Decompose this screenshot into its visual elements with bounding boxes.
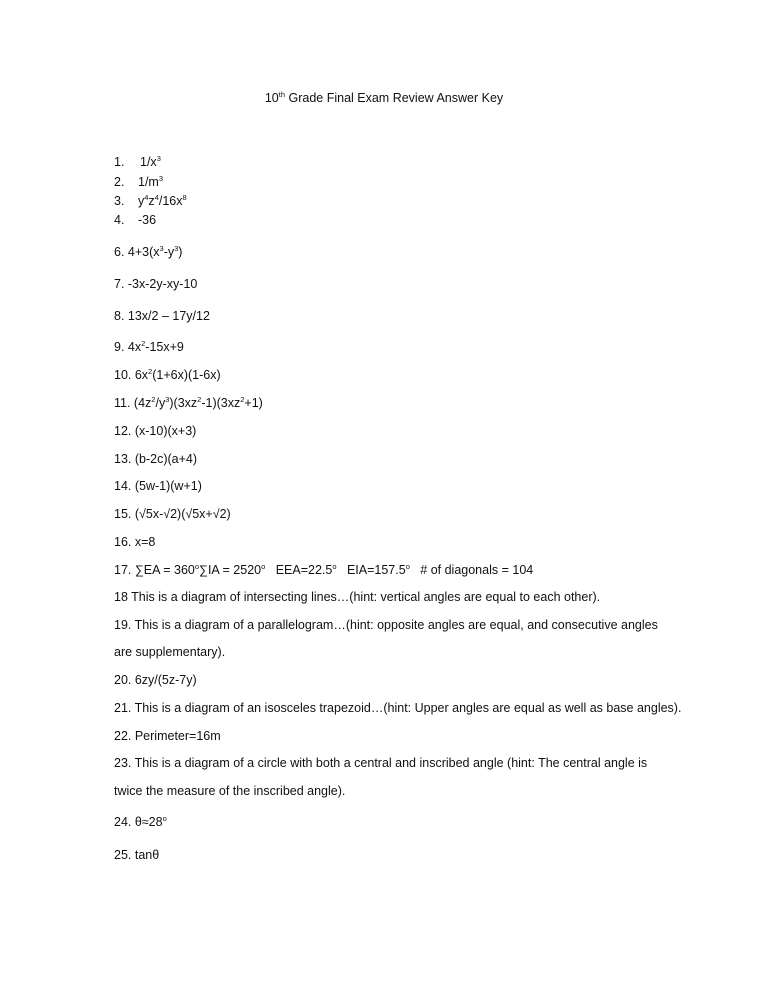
answer-20: 20. 6zy/(5z-7y) (114, 673, 197, 687)
answer-18: 18 This is a diagram of intersecting lines…(hint: vertical angles are equal to each other). (114, 590, 601, 604)
answer-21: 21. This is a diagram of an isosceles trapezoid…(hint: Upper angles are equal as well as base angles). (114, 701, 682, 715)
answer-13: 13. (b-2c)(a+4) (114, 452, 198, 466)
answer-12: 12. (x-10)(x+3) (114, 424, 197, 438)
answer-15: 15. (√5x-√2)(√5x+√2) (114, 507, 231, 521)
answer-8: 8. 13x/2 – 17y/12 (114, 309, 210, 323)
answer-23-line-1: 23. This is a diagram of a circle with both a central and inscribed angle (hint: The central angle is (114, 756, 648, 770)
answer-4: 4. -36 (114, 213, 157, 227)
answer-6: 6. $4+3(x^3-y^3)$ (114, 244, 183, 259)
answer-24: 24. $\theta\approx 28^o$ (114, 814, 167, 829)
answer-11: 11. $(4z^2/y^3)(3xz^2-1)(3xz^2+1)$ (114, 395, 263, 410)
answer-22: 22. Perimeter=16m (114, 729, 221, 743)
answer-16: 16. x=8 (114, 535, 156, 549)
answer-1: 1. $1/x^3$ (114, 154, 161, 169)
answer-7: 7. -3x-2y-xy-10 (114, 277, 198, 291)
answer-19-line-1: 19. This is a diagram of a parallelogram…(hint: opposite angles are equal, and consecutive angles (114, 618, 658, 632)
answer-3: 3. $y^4z^4/16x^8$ (114, 193, 187, 208)
page-title: 10th Grade Final Exam Review Answer Key (264, 90, 504, 105)
answer-9: 9. $4x^2-15x+9$ (114, 339, 184, 354)
answer-10: 10. $6x^2(1+6x)(1-6x)$ (114, 367, 221, 382)
answer-25: 25. tanθ (114, 848, 160, 862)
answer-2: 2. $1/m^3$ (114, 174, 164, 189)
answer-19-line-2: are supplementary). (114, 645, 226, 659)
answer-23-line-2: twice the measure of the inscribed angle). (114, 784, 346, 798)
answer-17: 17. $\sum EA = 360^o\sum IA = 2520^o$ $EEA=22.5^o$ $EIA=157.5^o$ # of diagonals = 104 (114, 562, 534, 577)
answer-14: 14. (5w-1)(w+1) (114, 479, 202, 493)
